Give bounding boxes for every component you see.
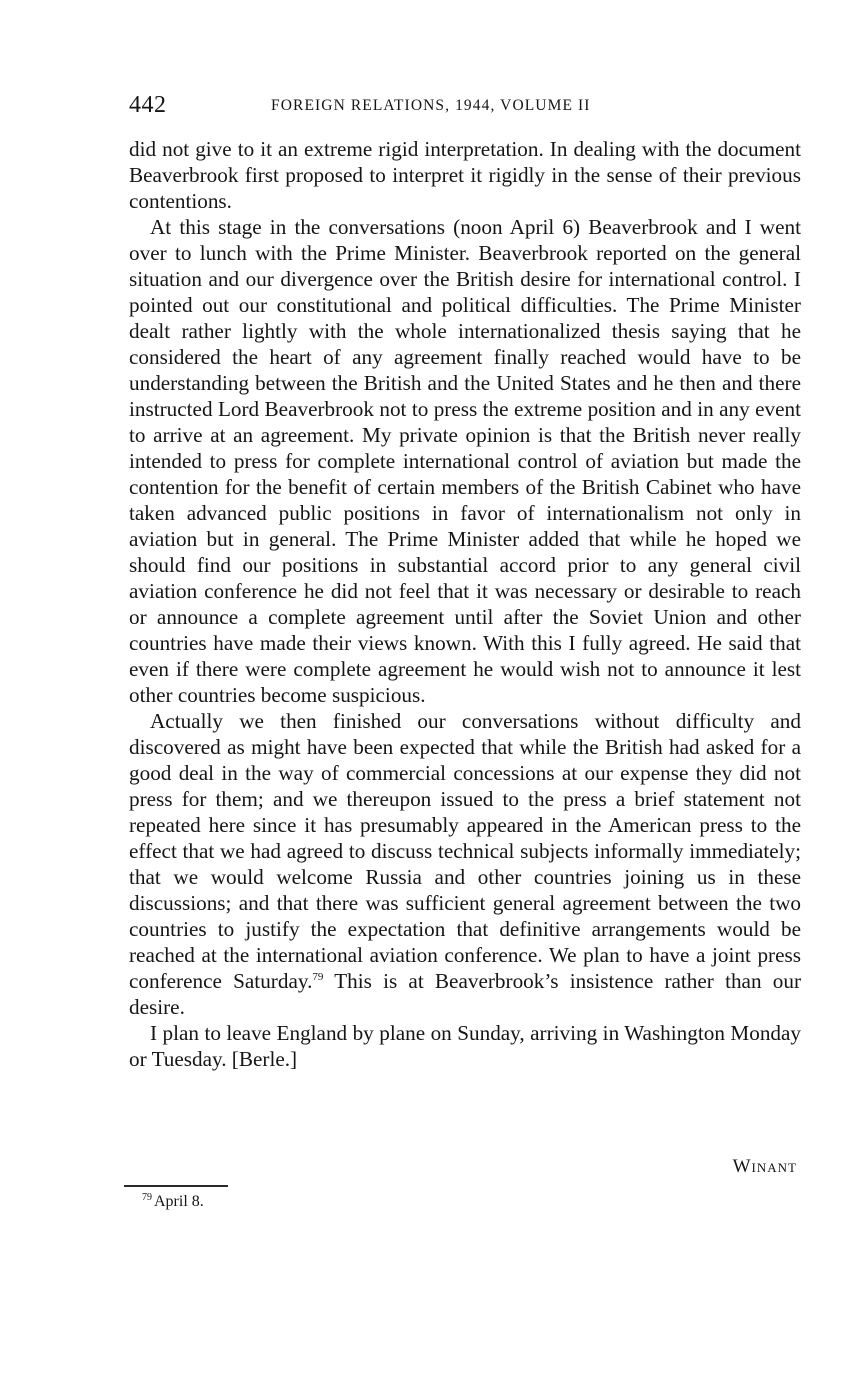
footnote <box>142 1193 204 1211</box>
footnote-reference: 79 <box>312 971 324 983</box>
paragraph-travel-plans: I plan to leave England by plane on Sunday, arriving in Washington Monday or Tuesday. [Berle.] <box>129 1021 801 1071</box>
body-text <box>129 136 801 1072</box>
page-number: 442 <box>129 92 167 118</box>
paragraph-continuation: did not give to it an extreme rigid interpretation. In dealing with the document Beaverbrook first proposed to interpret it rigidly in the sense of their previous contentions. <box>129 137 801 213</box>
running-head: FOREIGN RELATIONS, 1944, VOLUME II <box>271 97 591 114</box>
page-header <box>129 92 801 122</box>
paragraph-conversations-finished <box>129 708 801 1020</box>
footnote-divider <box>124 1185 228 1187</box>
paragraph-lunch-with-prime-minister: At this stage in the conversations (noon April 6) Beaverbrook and I went over to lunch with the Prime Minister. Beaverbrook reported on the general situation and our divergence over the British desire for international control. I pointed out our constitutional and political difficulties. The Prime Minister dealt rather lightly with the whole internationalized thesis saying that he considered the heart of any agreement finally reached would have to be understanding between the British and the United States and he then and there instructed Lord Beaverbrook not to press the extreme position and in any event to arrive at an agreement. My private opinion is that the British never really intended to press for complete international control of aviation but made the contention for the benefit of certain members of the British Cabinet who have taken advanced public positions in favor of internationalism not only in aviation but in general. The Prime Minister added that while he hoped we should find our positions in substantial accord prior to any general civil aviation conference he did not feel that it was necessary or desirable to reach or announce a complete agreement until after the Soviet Union and other countries have made their views known. With this I fully agreed. He said that even if there were complete agreement he would wish not to announce it lest other countries become suspicious. <box>129 215 801 707</box>
footnote-mark: 79 <box>142 1192 152 1203</box>
paragraph-text: Actually we then finished our conversations without difficulty and discovered as might have been expected that while the British had asked for a good deal in the way of commercial concessions at our expense they did not press for them; and we thereupon issued to the press a brief statement not repeated here since it has presumably appeared in the American press to the effect that we had agreed to discuss technical subjects informally immediately; that we would welcome Russia and other countries joining us in these discussions; and that there was sufficient general agreement between the two countries to justify the expectation that definitive arrangements would be reached at the international aviation conference. We plan to have a joint press conference Saturday. <box>129 709 801 993</box>
signature: Winant <box>732 1156 797 1177</box>
footnote-text: April 8. <box>154 1193 204 1210</box>
paragraph-text-end: This is at Beaverbrook’s insistence rather than our desire. <box>129 969 802 1019</box>
